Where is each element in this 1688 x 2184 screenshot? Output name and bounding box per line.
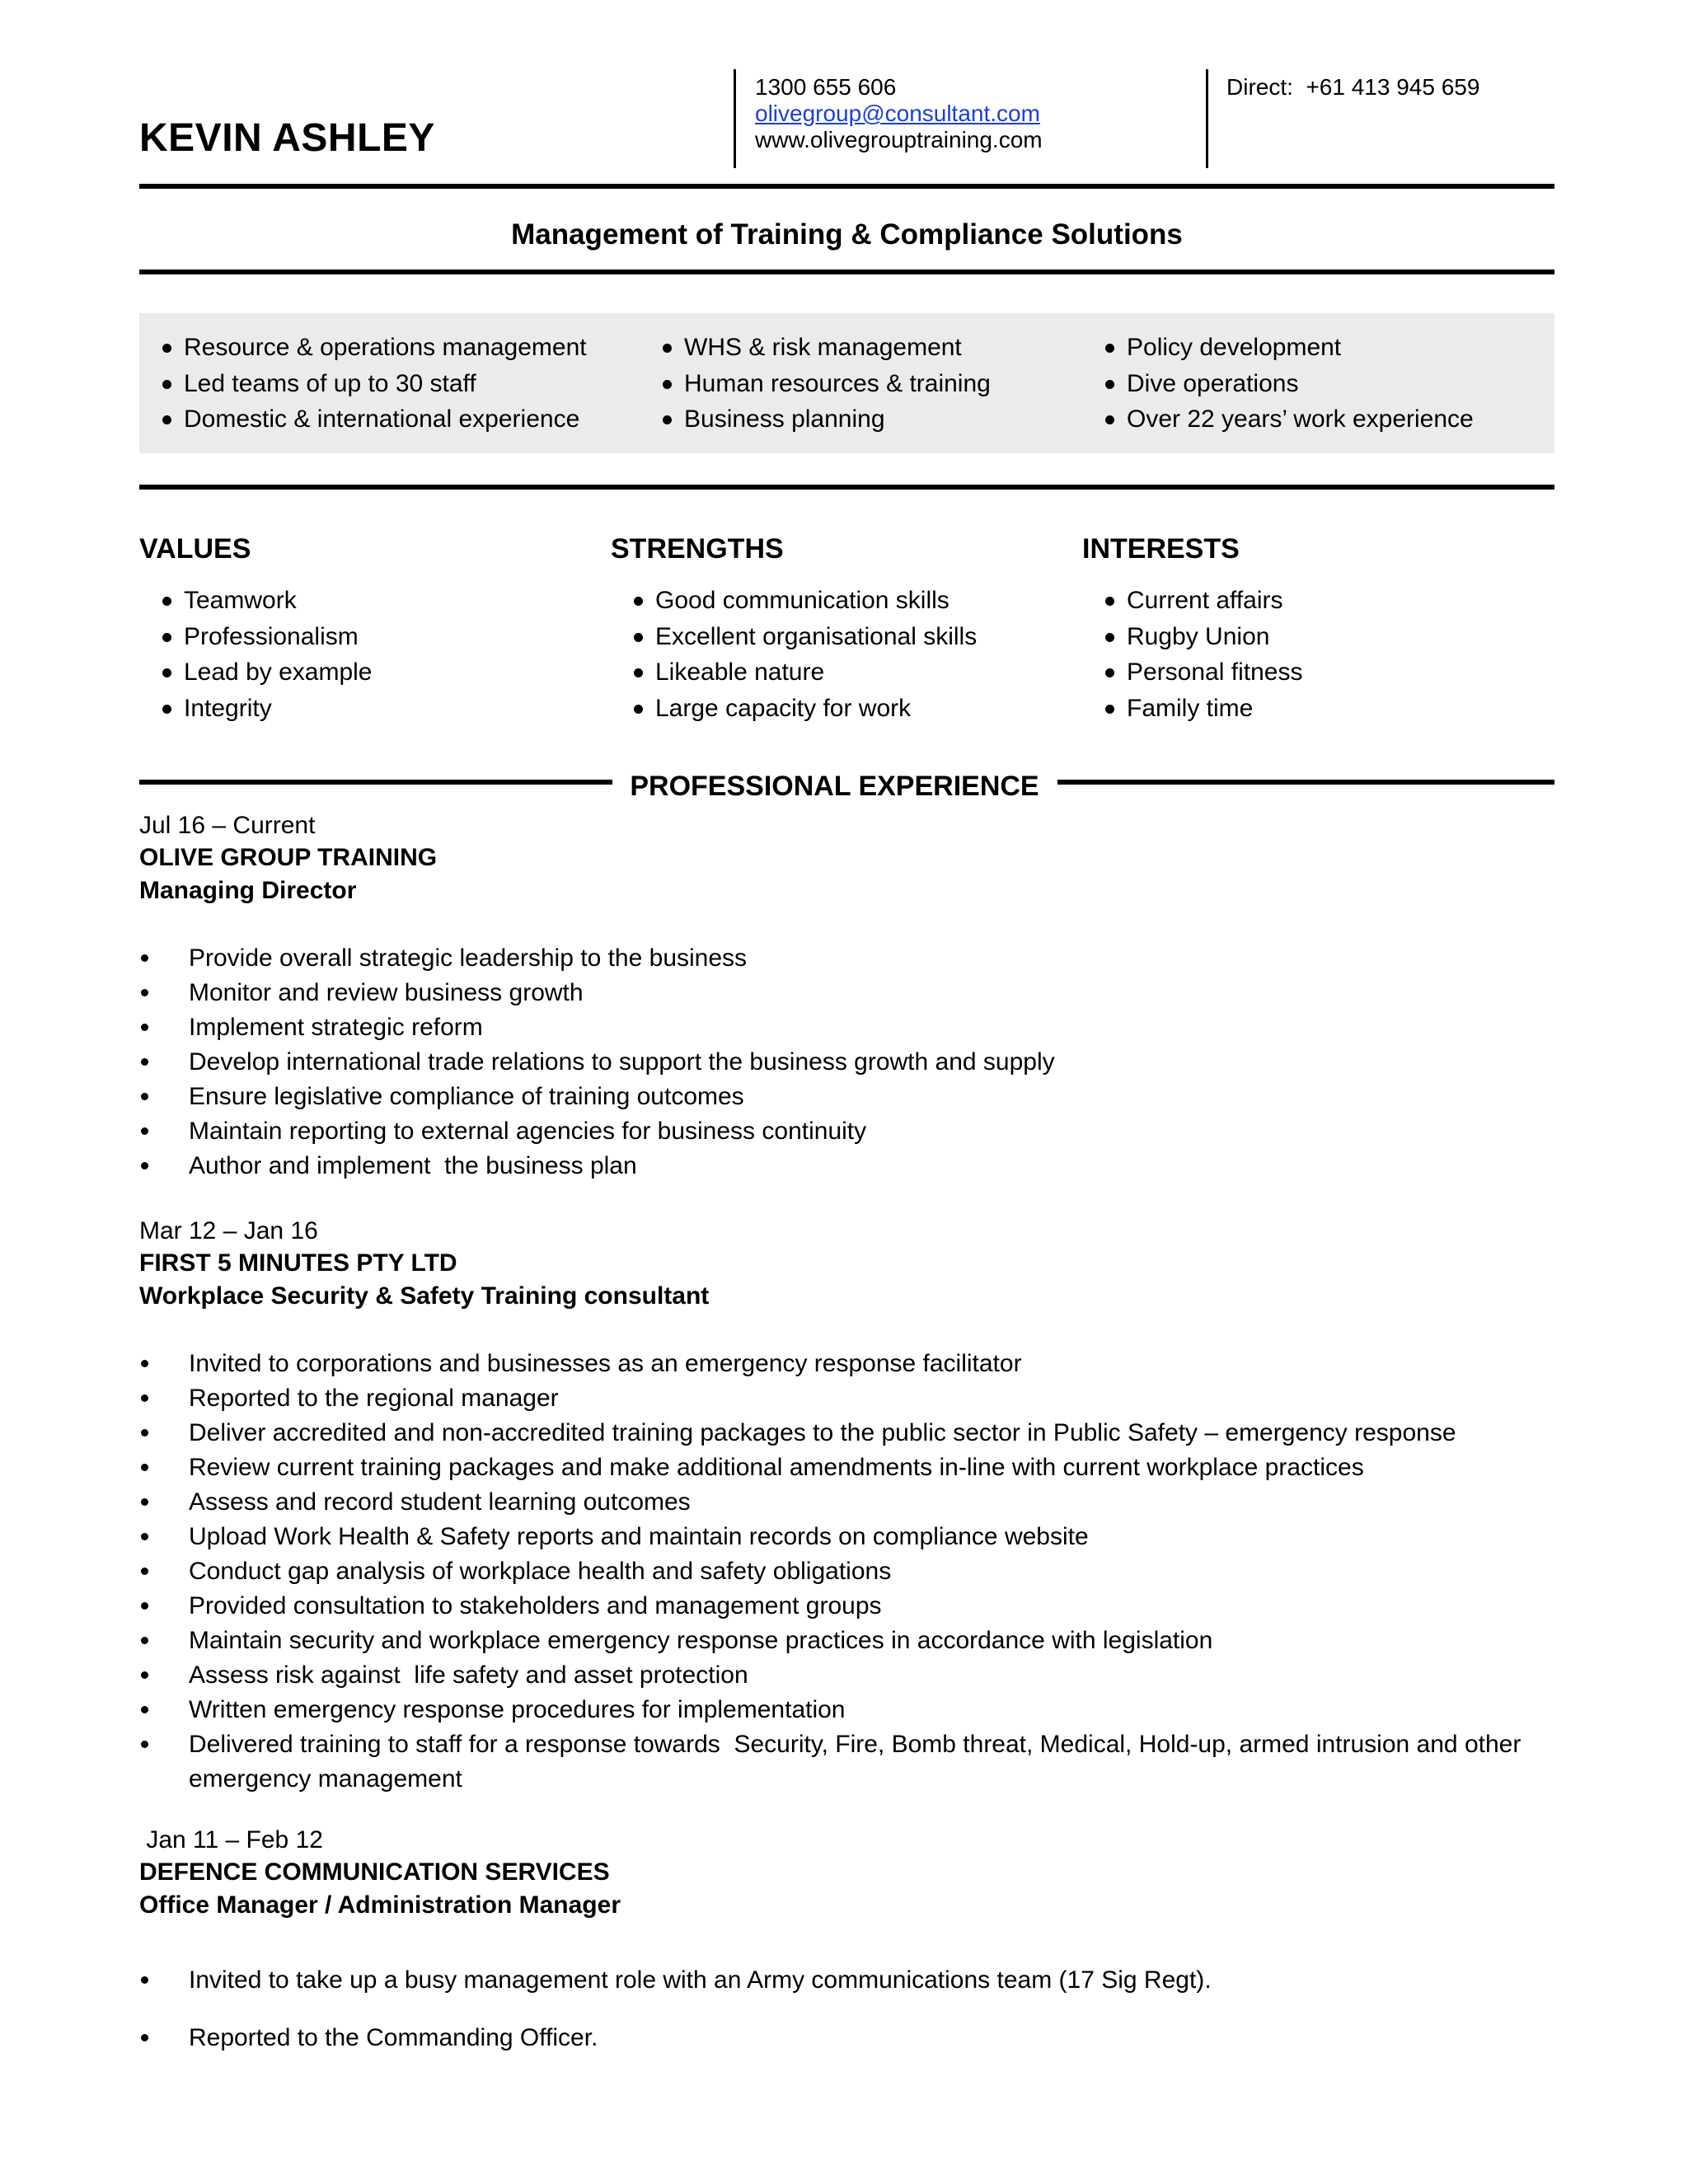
- interests-list: [1103, 583, 1302, 726]
- list-item: Integrity: [160, 691, 373, 727]
- strengths-heading: STRENGTHS: [611, 533, 784, 565]
- phone-number: 1300 655 606: [755, 74, 897, 100]
- list-item: Conduct gap analysis of workplace health and safety obligations: [139, 1554, 1554, 1589]
- experience-rule-left: [139, 780, 612, 785]
- header-rule: [139, 184, 1554, 189]
- direct-phone-text: Direct: +61 413 945 659: [1226, 74, 1480, 100]
- list-item: Written emergency response procedures for implementation: [139, 1693, 1554, 1727]
- values-heading: VALUES: [139, 533, 251, 565]
- candidate-name: KEVIN ASHLEY: [139, 116, 435, 160]
- professional-headline: Management of Training & Compliance Solutions: [511, 218, 1183, 251]
- list-item: Assess and record student learning outcomes: [139, 1485, 1554, 1520]
- list-item: Likeable nature: [631, 654, 977, 691]
- list-item: Author and implement the business plan: [139, 1149, 1554, 1183]
- list-item: Domestic & international experience: [160, 401, 587, 438]
- list-item: Led teams of up to 30 staff: [160, 366, 587, 402]
- job-company: DEFENCE COMMUNICATION SERVICES: [139, 1858, 610, 1886]
- list-item: Invited to corporations and businesses as an emergency response facilitator: [139, 1347, 1554, 1381]
- list-item: Resource & operations management: [160, 330, 587, 366]
- list-item: Lead by example: [160, 654, 373, 691]
- list-item: Policy development: [1103, 330, 1474, 366]
- list-item: Reported to the regional manager: [139, 1381, 1554, 1416]
- list-item: Review current training packages and make additional amendments in-line with current workplace practices: [139, 1451, 1554, 1485]
- list-item: Develop international trade relations to support the business growth and supply: [139, 1045, 1554, 1080]
- values-list: [160, 583, 373, 726]
- website-url[interactable]: www.olivegrouptraining.com: [755, 127, 1043, 152]
- job-duties: [139, 1963, 1554, 2079]
- summary-column-3: [1103, 330, 1474, 438]
- email-link[interactable]: olivegroup@consultant.com: [755, 101, 1040, 126]
- list-item: Provide overall strategic leadership to the business: [139, 941, 1554, 976]
- list-item: Rugby Union: [1103, 619, 1302, 655]
- summary-column-1: [160, 330, 587, 438]
- list-item: Deliver accredited and non-accredited training packages to the public sector in Public Safety – emergency response: [139, 1416, 1554, 1451]
- list-item: Ensure legislative compliance of training outcomes: [139, 1080, 1554, 1114]
- job-role: Managing Director: [139, 877, 357, 904]
- list-item: Delivered training to staff for a response towards Security, Fire, Bomb threat, Medical, Hold-up, armed intrusion and other emergency management: [139, 1727, 1554, 1797]
- list-item: Over 22 years’ work experience: [1103, 401, 1474, 438]
- list-item: Dive operations: [1103, 366, 1474, 402]
- job-role: Workplace Security & Safety Training consultant: [139, 1282, 710, 1310]
- header-divider-left: [734, 69, 736, 168]
- list-item: Provided consultation to stakeholders and management groups: [139, 1589, 1554, 1624]
- list-item: Personal fitness: [1103, 654, 1302, 691]
- list-item: Professionalism: [160, 619, 373, 655]
- job-duties: [139, 941, 1554, 1183]
- summary-column-2: [660, 330, 991, 438]
- job-role: Office Manager / Administration Manager: [139, 1891, 621, 1919]
- job-date: Jan 11 – Feb 12: [139, 1826, 323, 1854]
- list-item: Implement strategic reform: [139, 1010, 1554, 1045]
- job-duties: [139, 1347, 1554, 1797]
- list-item: Good communication skills: [631, 583, 977, 619]
- list-item: Invited to take up a busy management role with an Army communications team (17 Sig Regt).: [139, 1963, 1554, 1998]
- contact-block: [755, 74, 1043, 153]
- list-item: Reported to the Commanding Officer.: [139, 2021, 1554, 2055]
- list-item: Monitor and review business growth: [139, 976, 1554, 1010]
- headline-rule: [139, 269, 1554, 274]
- list-item: WHS & risk management: [660, 330, 991, 366]
- list-item: Current affairs: [1103, 583, 1302, 619]
- job-date: Mar 12 – Jan 16: [139, 1217, 318, 1244]
- header-divider-right: [1206, 69, 1208, 168]
- list-item: Teamwork: [160, 583, 373, 619]
- job-company: OLIVE GROUP TRAINING: [139, 844, 438, 871]
- summary-rule: [139, 485, 1554, 490]
- strengths-list: [631, 583, 977, 726]
- list-item: Excellent organisational skills: [631, 619, 977, 655]
- interests-heading: INTERESTS: [1082, 533, 1240, 565]
- experience-heading: PROFESSIONAL EXPERIENCE: [614, 771, 1055, 803]
- list-item: Family time: [1103, 691, 1302, 727]
- direct-phone: [1226, 74, 1479, 101]
- job-company: FIRST 5 MINUTES PTY LTD: [139, 1249, 457, 1277]
- experience-rule-right: [1057, 780, 1554, 785]
- list-item: Human resources & training: [660, 366, 991, 402]
- list-item: Upload Work Health & Safety reports and maintain records on compliance website: [139, 1520, 1554, 1554]
- list-item: Maintain security and workplace emergency response practices in accordance with legislation: [139, 1624, 1554, 1658]
- list-item: Business planning: [660, 401, 991, 438]
- list-item: Large capacity for work: [631, 691, 977, 727]
- list-item: Maintain reporting to external agencies for business continuity: [139, 1114, 1554, 1149]
- job-date: Jul 16 – Current: [139, 812, 316, 839]
- list-item: Assess risk against life safety and asset protection: [139, 1658, 1554, 1693]
